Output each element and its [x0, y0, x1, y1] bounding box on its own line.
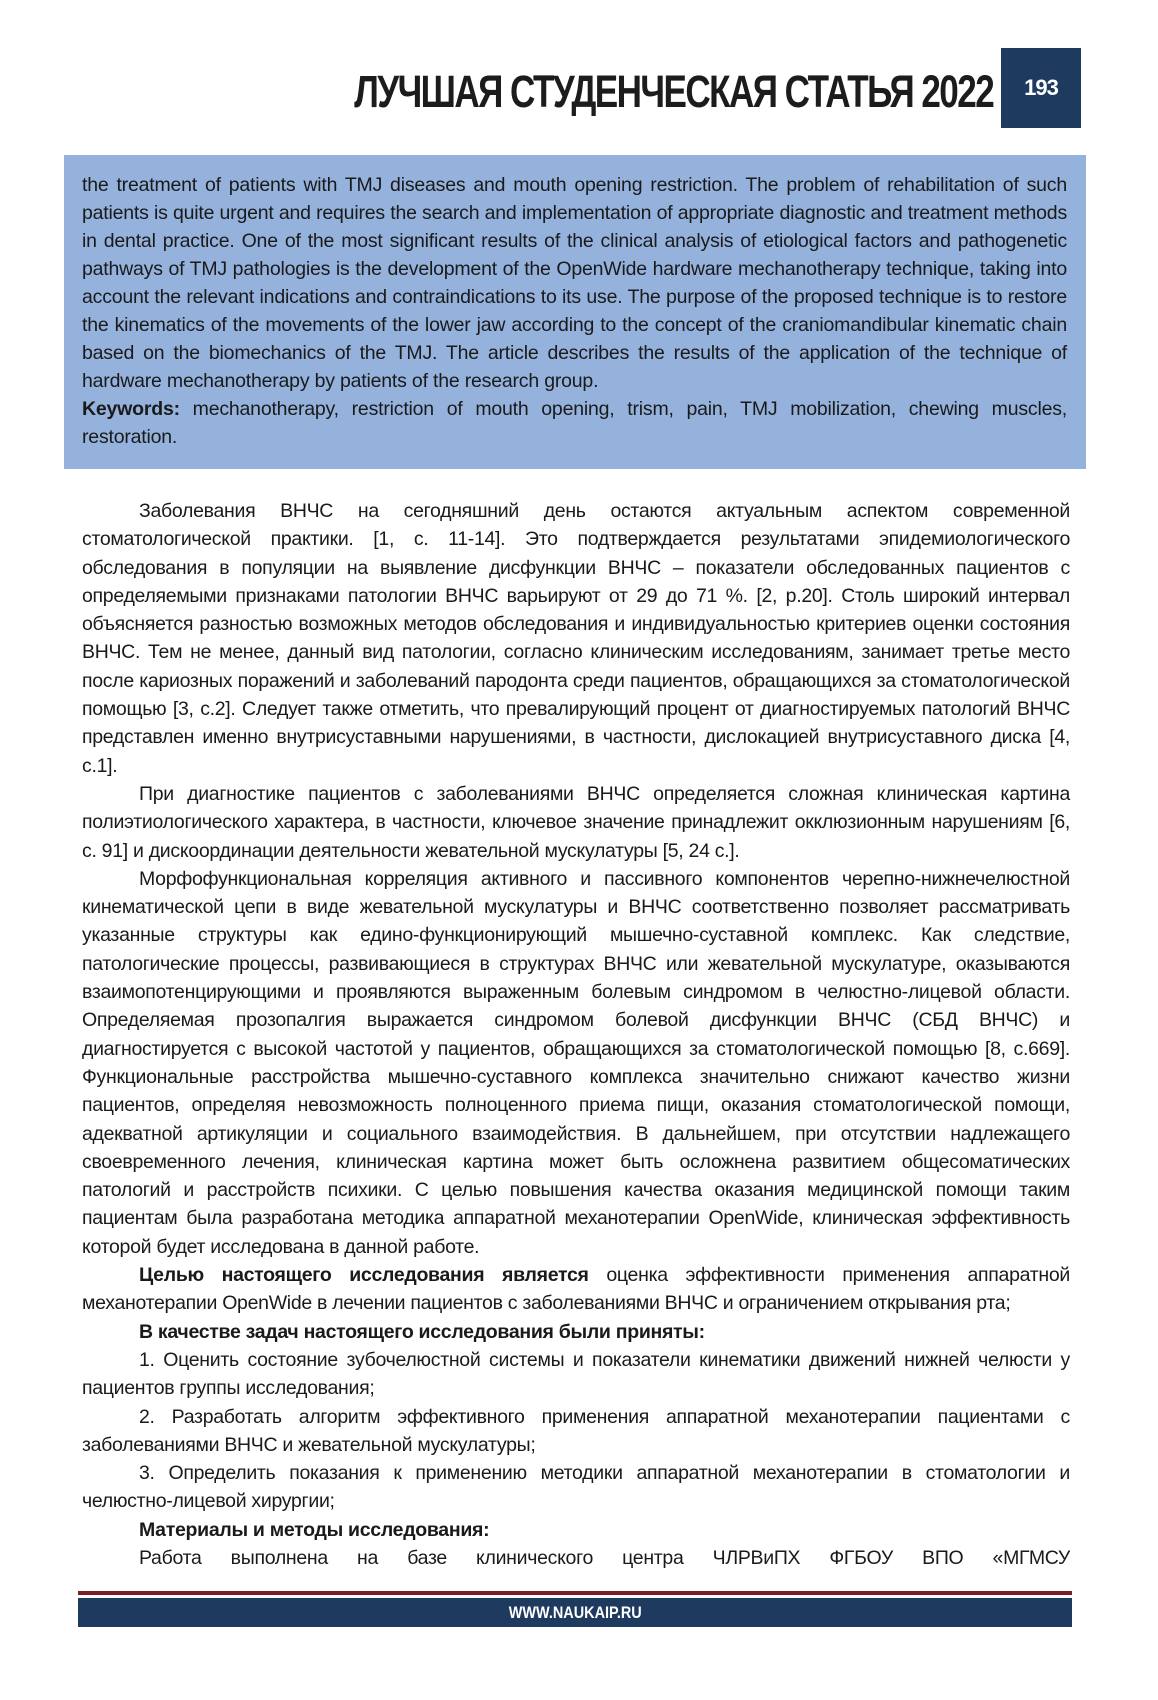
keywords-label: Keywords:: [82, 398, 180, 420]
goal-lead: Целью настоящего исследования является: [139, 1264, 589, 1287]
article-body: [82, 497, 1070, 1572]
body-paragraph-1: Заболевания ВНЧС на сегодняшний день остаются актуальным аспектом современной стоматологической практики. [1, с. 11-14]. Это подтверждается результатами эпидемиологического обследования в популяции на выявление дисфункции ВНЧС – показатели обследованных пациентов с определяемыми признаками патологии ВНЧС варьируют от 29 до 71 %. [2, p.20]. Столь широкий интервал объясняется разностью возможных методов обследования и индивидуальностью критериев оценки состояния ВНЧС. Тем не менее, данный вид патологии, согласно клиническим исследованиям, занимает третье место после кариозных поражений и заболеваний пародонта среди пациентов, обращающихся за стоматологической помощью [3, с.2]. Следует также отметить, что превалирующий процент от диагностируемых патологий ВНЧС представлен именно внутрисуставными нарушениями, в частности, дислокацией внутрисуставного диска [4, с.1].: [82, 500, 1070, 777]
task-item-3: 3. Определить показания к применению методики аппаратной механотерапии в стоматологии и челюстно-лицевой хирургии;: [82, 1462, 1070, 1513]
body-paragraph-2: При диагностике пациентов с заболеваниями ВНЧС определяется сложная клиническая картина полиэтиологического характера, в частности, ключевое значение принадлежит окклюзионным нарушениям [6, с. 91] и дискоординации деятельности жевательной мускулатуры [5, 24 с.].: [82, 782, 1070, 862]
tasks-heading-text: В качестве задач настоящего исследования были приняты:: [139, 1320, 705, 1343]
running-header-title: ЛУЧШАЯ СТУДЕНЧЕСКАЯ СТАТЬЯ 2022: [354, 66, 993, 117]
tasks-heading: [82, 1318, 1070, 1346]
footer-band: [78, 1598, 1072, 1627]
footer-url[interactable]: WWW.NAUKAIP.RU: [508, 1602, 642, 1622]
keywords-paragraph: [82, 395, 1067, 451]
keywords-text: mechanotherapy, restriction of mouth opening, trism, pain, TMJ mobilization, chewing muscles, restoration.: [82, 398, 1067, 448]
goal-text: оценка эффективности применения аппаратной механотерапии OpenWide в лечении пациентов с заболеваниями ВНЧС и ограничением открывания рта;: [82, 1264, 1070, 1315]
body-paragraph-3: Морфофункциональная корреляция активного и пассивного компонентов черепно-нижнечелюстной кинематической цепи в виде жевательной мускулатуры и ВНЧС соответственно позволяет рассматривать указанные структуры как едино-функционирующий мышечно-суставной комплекс. Как следствие, патологические процессы, развивающиеся в структурах ВНЧС или жевательной мускулатуре, оказываются взаимопотенцирующими и проявляются выраженным болевым синдромом в челюстно-лицевой области. Определяемая прозопалгия выражается синдромом болевой дисфункции ВНЧС (СБД ВНЧС) и диагностируется с высокой частотой у пациентов, обращающихся за стоматологической помощью [8, с.669]. Функциональные расстройства мышечно-суставного комплекса значительно снижают качество жизни пациентов, определяя невозможность полноценного приема пищи, оказания стоматологической помощи, адекватной артикуляции и социального взаимодействия. В дальнейшем, при отсутствии надлежащего своевременного лечения, клиническая картина может быть осложнена развитием общесоматических патологий и расстройств психики. С целью повышения качества оказания медицинской помощи таким пациентам была разработана методика аппаратной механотерапии OpenWide, клиническая эффективность которой будет исследована в данной работе.: [82, 867, 1070, 1258]
task-item-2: 2. Разработать алгоритм эффективного применения аппаратной механотерапии пациентами с заболеваниями ВНЧС и жевательной мускулатуры;: [82, 1405, 1070, 1456]
body-paragraph-4: [82, 1261, 1070, 1318]
methods-heading: [82, 1516, 1070, 1544]
abstract-paragraph: [82, 171, 1067, 395]
footer-rule: [78, 1591, 1072, 1595]
methods-heading-text: Материалы и методы исследования:: [139, 1518, 490, 1541]
abstract-box: [64, 155, 1086, 469]
abstract-text: the treatment of patients with TMJ diseases and mouth opening restriction. The problem of rehabilitation of such patients is quite urgent and requires the search and implementation of appropriate diagnostic and treatment methods in dental practice. One of the most significant results of the clinical analysis of etiological factors and pathogenetic pathways of TMJ pathologies is the development of the OpenWide hardware mechanotherapy technique, taking into account the relevant indications and contraindications to its use. The purpose of the proposed technique is to restore the kinematics of the movements of the lower jaw according to the concept of the craniomandibular kinematic chain based on the biomechanics of the TMJ. The article describes the results of the application of the technique of hardware mechanotherapy by patients of the research group.: [82, 174, 1067, 392]
page-number: 193: [1001, 48, 1081, 128]
body-paragraph-last: Работа выполнена на базе клинического центра ЧЛРВиПХ ФГБОУ ВПО «МГМСУ: [139, 1546, 1070, 1569]
task-item-1: 1. Оценить состояние зубочелюстной системы и показатели кинематики движений нижней челюсти у пациентов группы исследования;: [82, 1348, 1070, 1400]
